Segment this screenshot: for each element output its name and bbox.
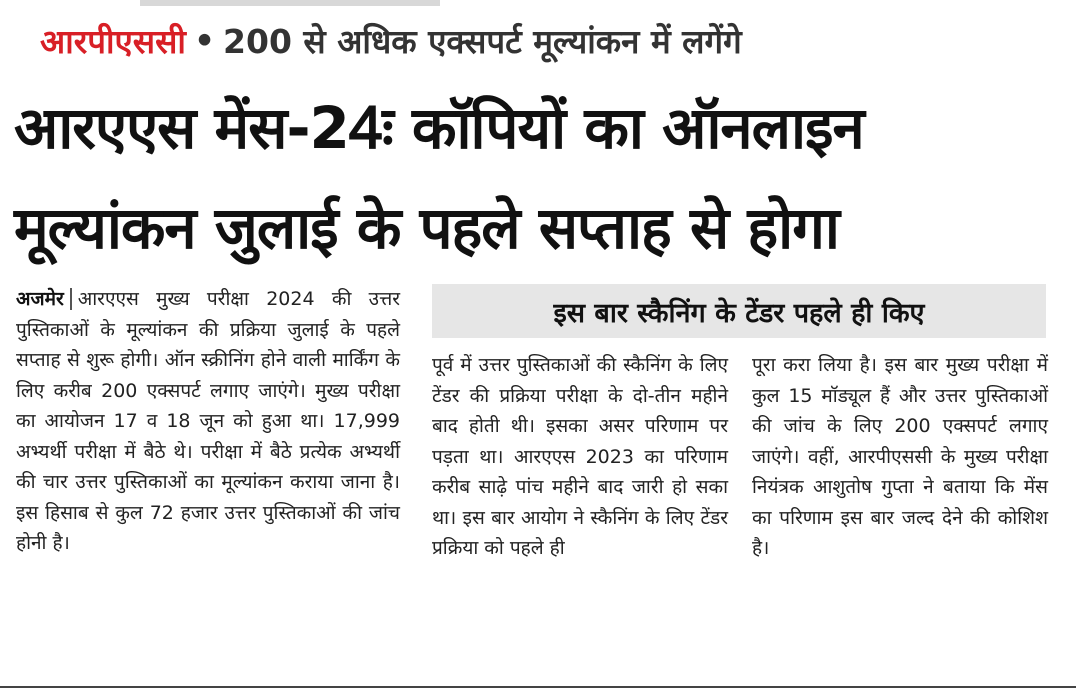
clipped-previous-article xyxy=(140,0,440,6)
dateline: अजमेर xyxy=(16,288,72,310)
story-column-2: पूर्व में उत्तर पुस्तिकाओं की स्कैनिंग के लिए टेंडर की प्रक्रिया परीक्षा के दो-तीन महीने बाद होती थी। इसका असर परिणाम पर पड़ता था। आरएएस 2023 का परिणाम करीब साढ़े पांच महीने बाद जारी हो सका था। इस बार आयोग ने स्कैनिंग के लिए टेंडर प्रक्रिया को पहले ही xyxy=(432,354,728,559)
kicker-separator: • xyxy=(193,20,216,60)
subheading: इस बार स्कैनिंग के टेंडर पहले ही किए xyxy=(432,284,1046,338)
kicker-line xyxy=(40,14,1040,66)
headline-line-2: मूल्यांकन जुलाई के पहले सप्ताह से होगा xyxy=(14,194,839,262)
headline-line-1: आरएएस मेंस-24ः कॉपियों का ऑनलाइन xyxy=(14,94,864,162)
story-column-3: पूरा करा लिया है। इस बार मुख्य परीक्षा में कुल 15 मॉड्यूल हैं और उत्तर पुस्तिकाओं की जांच के लिए 200 एक्सपर्ट लगाए जाएंगे। वहीं, आरपीएससी के मुख्य परीक्षा नियंत्रक आशुतोष गुप्ता ने बताया कि मेंस का परिणाम इस बार जल्द देने की कोशिश है। xyxy=(752,354,1048,559)
bottom-rule xyxy=(0,686,1076,688)
kicker-tag: आरपीएससी xyxy=(40,21,186,61)
kicker-text: 200 से अधिक एक्सपर्ट मूल्यांकन में लगेंगे xyxy=(223,21,742,61)
story-column-1-text: आरएएस मुख्य परीक्षा 2024 की उत्तर पुस्तिकाओं के मूल्यांकन की प्रक्रिया जुलाई के पहले सप्ताह से शुरू होगी। ऑन स्क्रीनिंग होने वाली मार्किंग के लिए करीब 200 एक्सपर्ट लगाए जाएंगे। मुख्य परीक्षा का आयोजन 17 व 18 जून को हुआ था। 17,999 अभ्यर्थी परीक्षा में बैठे थे। परीक्षा में बैठे प्रत्येक अभ्यर्थी की चार उत्तर पुस्तिकाओं का मूल्यांकन कराया जाना है। इस हिसाब से कुल 72 हजार उत्तर पुस्तिकाओं की जांच होनी है। xyxy=(16,288,400,554)
story-column-1 xyxy=(16,284,400,559)
